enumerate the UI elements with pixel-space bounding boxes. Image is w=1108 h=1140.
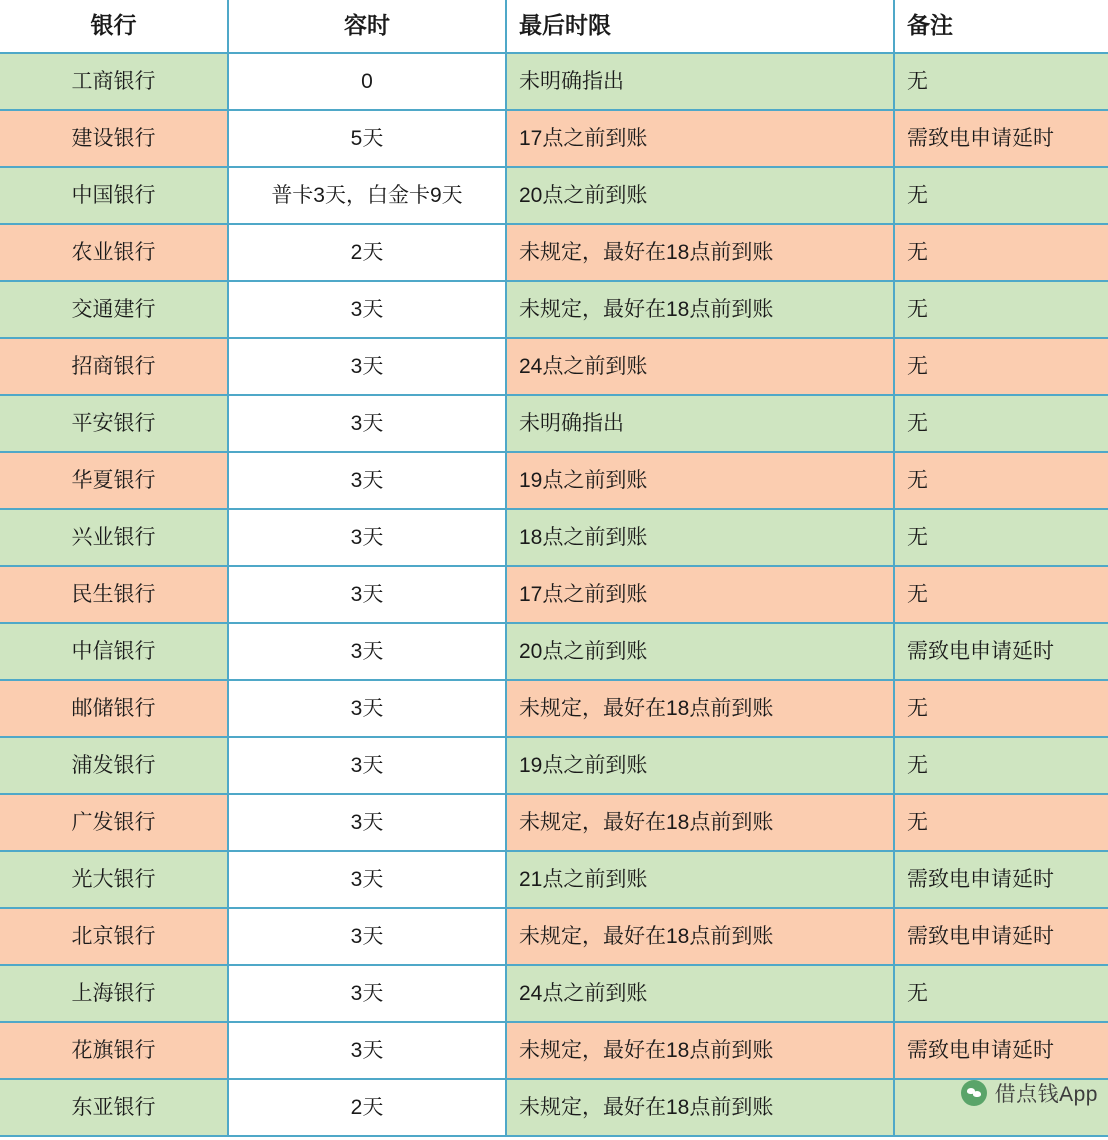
cell-grace: 3天	[228, 623, 506, 680]
cell-deadline: 17点之前到账	[506, 110, 894, 167]
cell-remark: 无	[894, 794, 1108, 851]
cell-bank: 邮储银行	[0, 680, 228, 737]
cell-bank: 招商银行	[0, 338, 228, 395]
cell-remark	[894, 1079, 1108, 1136]
table-row	[0, 680, 1108, 737]
cell-grace: 0	[228, 53, 506, 110]
table-row	[0, 1022, 1108, 1079]
cell-deadline: 17点之前到账	[506, 566, 894, 623]
cell-deadline: 未规定，最好在18点前到账	[506, 281, 894, 338]
table-row	[0, 452, 1108, 509]
cell-remark: 无	[894, 395, 1108, 452]
cell-grace: 普卡3天，白金卡9天	[228, 167, 506, 224]
table-header	[0, 0, 1108, 53]
cell-bank: 光大银行	[0, 851, 228, 908]
cell-bank: 中信银行	[0, 623, 228, 680]
cell-bank: 北京银行	[0, 908, 228, 965]
cell-deadline: 未规定，最好在18点前到账	[506, 680, 894, 737]
cell-remark: 无	[894, 965, 1108, 1022]
cell-deadline: 24点之前到账	[506, 338, 894, 395]
table-row	[0, 395, 1108, 452]
cell-grace: 2天	[228, 1079, 506, 1136]
table-row	[0, 224, 1108, 281]
table-row	[0, 281, 1108, 338]
cell-bank: 建设银行	[0, 110, 228, 167]
cell-grace: 3天	[228, 566, 506, 623]
cell-remark: 无	[894, 566, 1108, 623]
cell-grace: 3天	[228, 395, 506, 452]
cell-grace: 3天	[228, 794, 506, 851]
table-row	[0, 737, 1108, 794]
table-row	[0, 794, 1108, 851]
cell-deadline: 未明确指出	[506, 53, 894, 110]
cell-bank: 民生银行	[0, 566, 228, 623]
cell-deadline: 21点之前到账	[506, 851, 894, 908]
cell-grace: 3天	[228, 680, 506, 737]
cell-deadline: 18点之前到账	[506, 509, 894, 566]
cell-deadline: 未规定，最好在18点前到账	[506, 794, 894, 851]
cell-deadline: 19点之前到账	[506, 452, 894, 509]
cell-remark: 无	[894, 53, 1108, 110]
table-row	[0, 110, 1108, 167]
cell-grace: 5天	[228, 110, 506, 167]
cell-remark: 无	[894, 452, 1108, 509]
cell-bank: 华夏银行	[0, 452, 228, 509]
cell-bank: 交通建行	[0, 281, 228, 338]
cell-bank: 花旗银行	[0, 1022, 228, 1079]
cell-grace: 2天	[228, 224, 506, 281]
table-body	[0, 53, 1108, 1136]
cell-deadline: 未规定，最好在18点前到账	[506, 1022, 894, 1079]
table-row	[0, 167, 1108, 224]
cell-grace: 3天	[228, 737, 506, 794]
column-header-bank: 银行	[0, 0, 228, 53]
cell-deadline: 未明确指出	[506, 395, 894, 452]
column-header-grace: 容时	[228, 0, 506, 53]
table-row	[0, 509, 1108, 566]
table-row	[0, 53, 1108, 110]
cell-grace: 3天	[228, 908, 506, 965]
cell-grace: 3天	[228, 509, 506, 566]
table-row	[0, 566, 1108, 623]
cell-grace: 3天	[228, 851, 506, 908]
cell-bank: 中国银行	[0, 167, 228, 224]
cell-bank: 兴业银行	[0, 509, 228, 566]
cell-remark: 需致电申请延时	[894, 623, 1108, 680]
column-header-deadline: 最后时限	[506, 0, 894, 53]
cell-remark: 需致电申请延时	[894, 1022, 1108, 1079]
cell-remark: 无	[894, 338, 1108, 395]
cell-remark: 需致电申请延时	[894, 908, 1108, 965]
table-row	[0, 851, 1108, 908]
cell-grace: 3天	[228, 281, 506, 338]
cell-bank: 工商银行	[0, 53, 228, 110]
cell-deadline: 未规定，最好在18点前到账	[506, 224, 894, 281]
cell-bank: 广发银行	[0, 794, 228, 851]
watermark-label: 借点钱App	[994, 1083, 1098, 1106]
cell-bank: 平安银行	[0, 395, 228, 452]
cell-deadline: 未规定，最好在18点前到账	[506, 908, 894, 965]
table-row	[0, 908, 1108, 965]
cell-deadline: 未规定，最好在18点前到账	[506, 1079, 894, 1136]
cell-grace: 3天	[228, 1022, 506, 1079]
cell-bank: 农业银行	[0, 224, 228, 281]
table-row	[0, 1079, 1108, 1136]
cell-deadline: 20点之前到账	[506, 623, 894, 680]
cell-deadline: 20点之前到账	[506, 167, 894, 224]
table-row	[0, 623, 1108, 680]
table-row	[0, 965, 1108, 1022]
cell-deadline: 19点之前到账	[506, 737, 894, 794]
cell-remark: 无	[894, 509, 1108, 566]
cell-bank: 东亚银行	[0, 1079, 228, 1136]
cell-deadline: 24点之前到账	[506, 965, 894, 1022]
cell-grace: 3天	[228, 965, 506, 1022]
cell-bank: 上海银行	[0, 965, 228, 1022]
cell-remark: 无	[894, 167, 1108, 224]
cell-remark: 无	[894, 737, 1108, 794]
cell-grace: 3天	[228, 338, 506, 395]
cell-remark: 需致电申请延时	[894, 851, 1108, 908]
cell-remark: 无	[894, 680, 1108, 737]
cell-remark: 无	[894, 224, 1108, 281]
cell-remark: 无	[894, 281, 1108, 338]
cell-remark: 需致电申请延时	[894, 110, 1108, 167]
table-header-row	[0, 0, 1108, 53]
cell-bank: 浦发银行	[0, 737, 228, 794]
cell-grace: 3天	[228, 452, 506, 509]
table-row	[0, 338, 1108, 395]
column-header-remark: 备注	[894, 0, 1108, 53]
